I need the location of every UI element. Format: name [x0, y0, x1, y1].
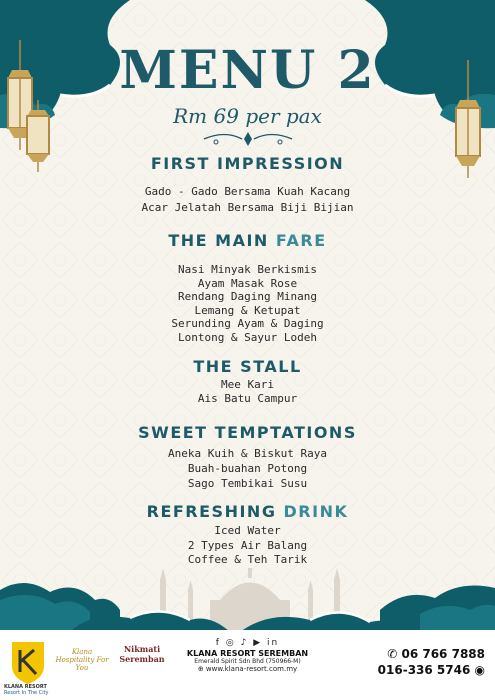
section-heading: FIRST IMPRESSION — [150, 154, 345, 173]
price-per-pax: Rm 69 per pax — [173, 104, 322, 128]
section-heading: THE MAIN FARE — [168, 231, 327, 250]
phone-numbers — [378, 646, 485, 678]
social-icons — [170, 638, 325, 648]
section-sweet-temptations — [0, 423, 495, 491]
menu-item: Gado - Gado Bersama Kuah Kacang — [144, 185, 351, 198]
menu-item: Buah-buahan Potong — [187, 462, 308, 475]
menu-item: Lontong & Sayur Lodeh — [177, 330, 318, 344]
section-items — [0, 446, 495, 491]
ornament-divider — [202, 128, 294, 150]
menu-item: Serunding Ayam & Daging — [171, 317, 324, 330]
whatsapp-icon: ◉ — [474, 663, 485, 677]
menu-item: Coffee & Teh Tarik — [187, 553, 308, 566]
section-main-fare — [0, 231, 495, 344]
menu-item: Acar Jelatah Bersama Biji Bijian — [141, 200, 354, 214]
linkedin-icon[interactable]: in — [266, 638, 280, 648]
contact-info — [170, 638, 325, 673]
klana-resort-logo — [6, 640, 50, 688]
menu-title: MENU 2 — [119, 40, 376, 101]
tiktok-icon[interactable]: ♪ — [240, 638, 249, 648]
phone-icon: ✆ — [387, 647, 398, 661]
bottom-clouds — [0, 570, 495, 632]
footer — [0, 630, 495, 700]
menu-item: Nasi Minyak Berkismis — [177, 263, 318, 276]
section-items — [0, 185, 495, 214]
logo-tagline: Resort In The City — [4, 690, 49, 696]
instagram-icon[interactable]: ◎ — [225, 638, 236, 648]
section-heading: REFRESHING DRINK — [146, 502, 349, 521]
youtube-icon[interactable]: ▶ — [253, 638, 263, 648]
menu-item: 2 Types Air Balang — [187, 538, 308, 552]
logo-name: KLANA RESORT — [4, 684, 47, 690]
section-items — [0, 263, 495, 344]
facebook-icon[interactable]: f — [215, 638, 221, 648]
section-items — [0, 378, 495, 405]
company-name: Emerald Spirit Sdn Bhd (750966-M) — [194, 658, 301, 665]
partner-logo-nikmati: Nikmati Seremban — [119, 644, 165, 664]
menu-item: Rendang Daging Minang — [177, 290, 318, 303]
section-heading: SWEET TEMPTATIONS — [138, 423, 357, 442]
partner-logo-hospitality: Klana Hospitality For You — [55, 648, 109, 672]
phone-1[interactable]: ✆ 06 766 7888 — [387, 647, 485, 661]
website — [170, 665, 325, 673]
section-refreshing-drink — [0, 502, 495, 568]
menu-item: Iced Water — [214, 524, 281, 537]
phone-2[interactable]: 016-336 5746 ◉ — [377, 663, 485, 677]
section-the-stall — [0, 357, 495, 405]
globe-icon: ⊕ — [197, 665, 204, 673]
section-first-impression — [0, 154, 495, 214]
website-link[interactable]: www.klana-resort.com.my — [205, 665, 298, 673]
section-heading: THE STALL — [193, 357, 302, 376]
resort-name: KLANA RESORT SEREMBAN — [186, 649, 309, 658]
menu-item: Mee Kari — [221, 378, 274, 391]
menu-item: Ais Batu Campur — [197, 391, 298, 405]
menu-item: Sago Tembikai Susu — [187, 477, 308, 490]
menu-item: Aneka Kuih & Biskut Raya — [168, 447, 327, 460]
menu-item: Ayam Masak Rose — [197, 276, 298, 290]
menu-item: Lemang & Ketupat — [194, 303, 301, 317]
